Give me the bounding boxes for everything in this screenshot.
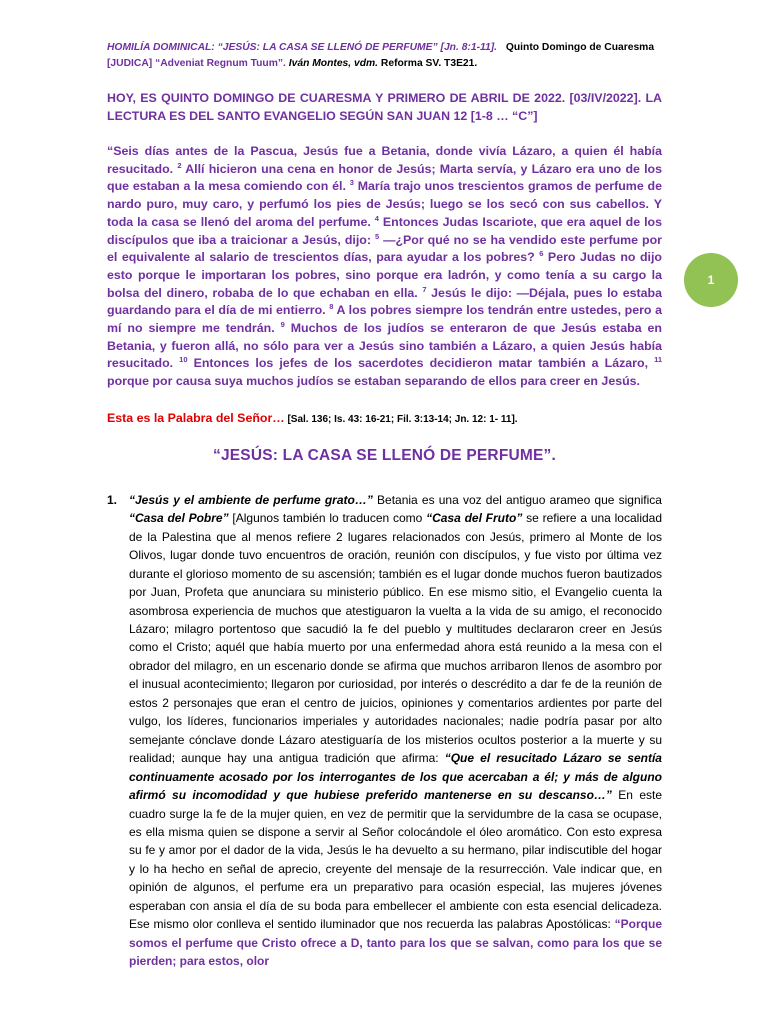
verse-number: 6 bbox=[539, 249, 544, 259]
casa-del-fruto: “Casa del Fruto” bbox=[426, 511, 523, 526]
verse-number: 2 bbox=[177, 160, 182, 170]
verse-number: 10 bbox=[179, 355, 188, 365]
tradition-quote: “Que el resucitado Lázaro se sentía continuamente acosado por los interrogantes de los que acercaban a él; y más de alguno afirmó su incomodidad y que hubiese preferido mantenerse en su descanso…” bbox=[129, 751, 662, 803]
section-text: se refiere a una localidad de la Palestina que al menos refiere 2 lugares relacionados con Jesús, primero al Monte de los Olivos, lugar donde tuvo encuentros de oración, reunión con discípulos, y fue visto por última vez durante el glorioso momento de su ascensión; también es el lugar donde muchos fueron bautizados por Juan, Profeta que anunciara su ministerio público. En ese mismo sitio, el Evangelio cuenta la asombrosa experiencia de muchos que atestiguaron la vuelta a la vida de su amigo, el reconocido Lázaro; milagro portentoso que sacudió la fe del pueblo y multitudes declararon creer en Jesús como el Cristo; aquél que había muerto por una enfermedad ahora está reunido a la mesa con el obrador del milagro, en un escenario donde se afirma que muchos arribaron llenos de asombro por el inusual acontecimiento; llegaron por curiosidad, por interés o descrédito a dar fe de la reunión de estos 2 personajes que eran el centro de juicios, opiniones y comentarios ardientes por parte del vulgo, los líderes, funcionarios imperiales y autoridades nacionales; nadie podría pasar por alto semejante cónclave donde Lázaro atestiguaría de los misterios ocultos posterior a la muerte y su realidad; aunque hay una antigua tradición que afirma: bbox=[129, 511, 663, 766]
verse-10: Entonces los jefes de los sacerdotes decidieron matar también a Lázaro, bbox=[187, 356, 655, 371]
verse-7: Jesús le dijo: —Déjala, pues lo estaba guardando para el día de mi entierro. bbox=[107, 285, 662, 318]
verse-1: “Seis días antes de la Pascua, Jesús fue a Betania, donde vivía Lázaro, a quien él había resucitado. bbox=[107, 144, 662, 176]
verse-6: Pero Judas no dijo esto porque le importaran los pobres, sino porque era ladrón, y como tenía a su cargo la bolsa del dinero, robaba de lo que echaban en ella. bbox=[107, 250, 662, 300]
verse-number: 11 bbox=[654, 355, 663, 365]
verse-number: 5 bbox=[374, 231, 380, 241]
header-line-2 bbox=[107, 56, 662, 72]
verse-4: Entonces Judas Iscariote, que era aquel de los discípulos que iba a traicionar a Jesús, dijo: bbox=[107, 214, 663, 247]
document-header bbox=[107, 40, 662, 72]
page-number-badge: 1 bbox=[684, 253, 738, 307]
verse-number: 9 bbox=[280, 319, 285, 329]
scripture-references: [Sal. 136; Is. 43: 16-21; Fil. 3:13-14; Jn. 12: 1- 11]. bbox=[284, 413, 518, 425]
verse-number: 4 bbox=[374, 213, 379, 223]
verse-5: —¿Por qué no se ha vendido este perfume por el equivalente al salario de trescientos días, para ayudar a los pobres? bbox=[107, 232, 662, 265]
section-text: [Algunos también lo traducen como bbox=[228, 511, 427, 526]
header-line-1 bbox=[107, 40, 662, 56]
section-1 bbox=[107, 491, 662, 971]
section-text: Betania es una voz del antiguo arameo que significa bbox=[372, 492, 662, 507]
reform-label: Reforma SV. T3E21. bbox=[380, 58, 478, 69]
homily-title: HOMILÍA DOMINICAL: “JESÚS: LA CASA SE LLENÓ DE PERFUME” bbox=[107, 42, 438, 53]
section-text: En este cuadro surge la fe de la mujer quien, en vez de permitir que la servidumbre de la casa se ocupase, es ella misma quien se dispone a servir al Señor colocándole el óleo aromático. Con esto expresa su fe y amor por el dador de la vida, Jesús le ha devuelto a su hermano, pilar indiscutible del hogar y lo ha hecho en señal de aprecio, creyente del mensaje de la resurrección. Vale indicar que, en opinión de algunos, el perfume era un preparativo para ocasión especial, las mujeres jóvenes esperaban con ansia el día de su boda para embellecer el ambiente con esta esencial delicadeza. Ese mismo olor conlleva el sentido iluminador que nos recuerda las palabras Apostólicas: bbox=[129, 788, 662, 932]
casa-del-pobre: “Casa del Pobre” bbox=[129, 511, 229, 526]
closing-line bbox=[107, 410, 662, 428]
homily-reference: [Jn. 8:1-11]. bbox=[440, 42, 497, 53]
verse-number: 8 bbox=[329, 302, 334, 312]
judica-label: [JUDICA] bbox=[107, 58, 153, 69]
verse-8: A los pobres siempre los tendrán entre ustedes, pero a mí no siempre me tendrán. bbox=[107, 303, 662, 336]
gospel-reading bbox=[107, 143, 662, 391]
intro-paragraph: HOY, ES QUINTO DOMINGO DE CUARESMA Y PRIMERO DE ABRIL DE 2022. [03/IV/2022]. LA LECTURA ES DEL SANTO EVANGELIO SEGÚN SAN JUAN 12 [1-8 … “C”] bbox=[107, 91, 662, 123]
verse-2: Allí hicieron una cena en honor de Jesús; Marta servía, y Lázaro era uno de los que estaban a la mesa comiendo con él. bbox=[107, 161, 663, 194]
word-of-the-lord: Esta es la Palabra del Señor… bbox=[107, 410, 285, 425]
verse-3: María trajo unos trescientos gramos de perfume de nardo puro, muy caro, y perfumó los pies de Jesús; luego se los secó con sus cabellos. Y toda la casa se llenó del aroma del perfume. bbox=[107, 179, 662, 229]
section-heading: “Jesús y el ambiente de perfume grato…” bbox=[129, 492, 373, 507]
verse-9: Muchos de los judíos se enteraron de que Jesús estaba en Betania, y fueron allá, no sólo para ver a Jesús sino también a Lázaro, a quien Jesús había resucitado. bbox=[107, 321, 662, 371]
homily-heading: “JESÚS: LA CASA SE LLENÓ DE PERFUME”. bbox=[213, 446, 556, 464]
section-number: 1. bbox=[107, 492, 118, 507]
verse-number: 7 bbox=[422, 284, 427, 294]
verse-number: 3 bbox=[349, 178, 354, 188]
document-page bbox=[107, 40, 662, 971]
motto: “Adveniat Regnum Tuum”. bbox=[155, 58, 286, 69]
sunday-label: Quinto Domingo de Cuaresma bbox=[505, 42, 655, 53]
author: Iván Montes, vdm. bbox=[288, 58, 379, 69]
verse-11: porque por causa suya muchos judíos se estaban separando de ellos para creer en Jesús. bbox=[107, 374, 640, 389]
apostolic-quote: “Porque somos el perfume que Cristo ofrece a D, tanto para los que se salvan, como para los que se pierden; para estos, olor bbox=[129, 917, 662, 969]
